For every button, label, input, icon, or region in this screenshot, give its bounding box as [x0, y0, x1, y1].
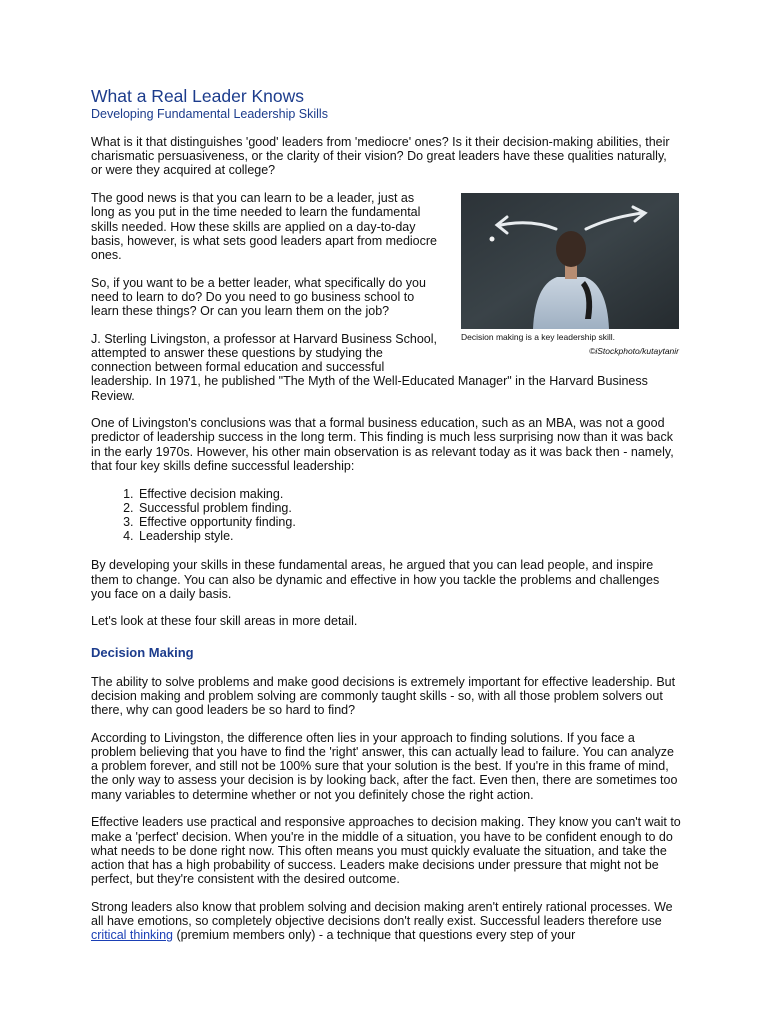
section-heading: Decision Making	[91, 644, 194, 660]
text-segment: (premium members only) - a technique that questions every step of your	[172, 928, 576, 943]
paragraph: J. Sterling Livingston, a professor at Harvard Business School, attempted to answer these questions by studying the connection between formal education and successful leadership. In 1971, he published "The Myth of the Well-Educated Manager" in the Harvard Business Review.	[91, 331, 648, 403]
figure-credit: ©iStockphoto/kutaytanir	[589, 346, 679, 357]
paragraph: According to Livingston, the difference often lies in your approach to finding solutions. If you face a problem believing that you have to find the 'right' answer, this can actually lead to failure. You can analyze a problem forever, and still not be 100% sure that your solution is the best. If you're in this frame of mind, the only way to assess your decision is by looking back, after the fact. Even then, there are sometimes too many variables to determine whether or not you definitely chose the right action.	[91, 730, 678, 802]
article	[91, 86, 681, 956]
decision-making-photo	[461, 193, 679, 329]
list-item: 4. Leadership style.	[137, 529, 681, 543]
article-title: What a Real Leader Knows	[91, 86, 305, 106]
paragraph: By developing your skills in these fundamental areas, he argued that you can lead people, and inspire them to change. You can also be dynamic and effective in how you tackle the problems and challenges you face on a daily basis.	[91, 558, 660, 601]
paragraph: The ability to solve problems and make good decisions is extremely important for effective leadership. But decision making and problem solving are commonly taught skills - so, with all those problem solvers out there, why can good leaders be so hard to find?	[91, 674, 676, 718]
list-item: 3. Effective opportunity finding.	[137, 515, 681, 529]
article-subtitle: Developing Fundamental Leadership Skills	[91, 107, 328, 121]
paragraph: One of Livingston's conclusions was that a formal business education, such as an MBA, was not a good predictor of leadership success in the long term. This finding is much less surprising now than it was back in the early 1970s. However, his other main observation is as relevant today as it was back then - namely, that four key skills define successful leadership:	[91, 416, 674, 473]
text-segment: Strong leaders also know that problem solving and decision making aren't entirely rational processes. We all have emotions, so completely objective decisions don't really exist. Successful leaders therefore use	[91, 899, 673, 929]
paragraph: What is it that distinguishes 'good' leaders from 'mediocre' ones? Is it their decision-making abilities, their charismatic persuasiveness, or the clarity of their vision? Do great leaders have these qualities naturally, or were they acquired at college?	[91, 135, 670, 178]
chalk-dot	[490, 237, 495, 242]
paragraph: So, if you want to be a better leader, what specifically do you need to learn to do? Do you need to go business school to learn these things? Or can you learn them on the job?	[91, 275, 426, 319]
skills-list	[91, 487, 681, 544]
paragraph: The good news is that you can learn to be a leader, just as long as you put in the time needed to learn the fundamental skills needed. How these skills are applied on a day-to-day basis, however, is what sets good leaders apart from mediocre ones.	[91, 191, 438, 262]
critical-thinking-link[interactable]: critical thinking	[91, 928, 173, 943]
paragraph: Effective leaders use practical and responsive approaches to decision making. They know you can't wait to make a 'perfect' decision. When you're in the middle of a situation, you have to be confident enough to do what needs to be done right now. This often means you must quickly evaluate the situation, and take the action that has a high probability of success. Leaders make decisions under pressure that might not be perfect, but they're consistent with the desired outcome.	[91, 815, 681, 887]
list-item: 1. Effective decision making.	[137, 487, 681, 501]
figure-caption: Decision making is a key leadership skill.	[461, 332, 616, 343]
paragraph: Let's look at these four skill areas in more detail.	[91, 614, 358, 629]
paragraph	[91, 900, 681, 943]
figure	[461, 193, 679, 357]
list-item: 2. Successful problem finding.	[137, 501, 681, 515]
